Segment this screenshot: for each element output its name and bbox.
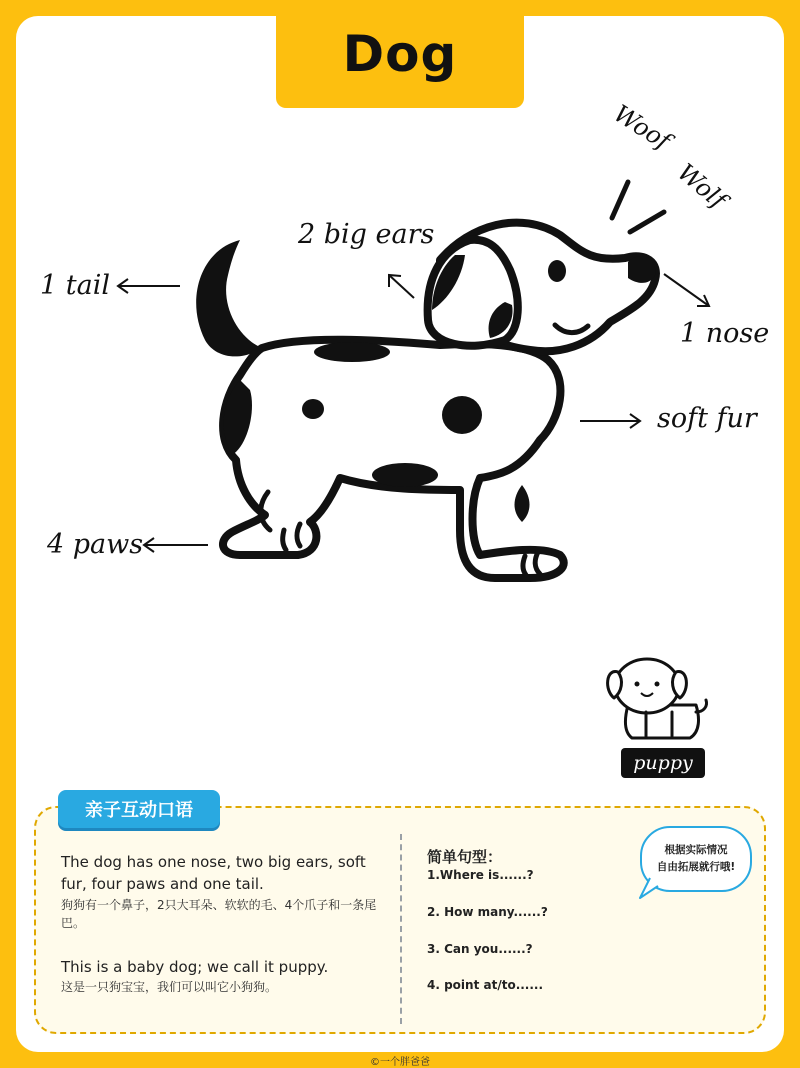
pattern-1: 1.Where is......?: [427, 868, 534, 882]
dog-body: [223, 340, 564, 578]
arrow-paws: [144, 538, 208, 552]
dog-spot-back: [314, 342, 390, 362]
dog-spot-belly: [372, 463, 438, 487]
dog-tail: [196, 240, 262, 356]
sentence-2-zh: 这是一只狗宝宝，我们可以叫它小狗狗。: [61, 980, 278, 994]
arrow-nose: [664, 274, 709, 306]
pattern-2: 2. How many......?: [427, 905, 548, 919]
bubble-tail: [636, 876, 660, 902]
arrow-ears: [389, 275, 414, 298]
dog-spot-leg: [515, 485, 530, 522]
arrow-tail: [118, 279, 180, 293]
arrow-fur: [580, 414, 640, 428]
label-tail: 1 tail: [40, 270, 110, 301]
puppy-eye-right: [655, 682, 660, 687]
bark-line-2: [630, 212, 664, 232]
label-ears: 2 big ears: [298, 219, 435, 250]
puppy-eye-left: [635, 682, 640, 687]
dog-eye: [548, 260, 566, 282]
pattern-4: 4. point at/to......: [427, 978, 544, 992]
sentence-2-en: This is a baby dog; we call it puppy.: [61, 958, 329, 976]
bubble-line-1: 根据实际情况: [664, 844, 728, 856]
bark-line-1: [612, 182, 628, 218]
label-nose: 1 nose: [680, 318, 770, 349]
puppy-label: puppy: [621, 748, 705, 778]
sentence-1-en: The dog has one nose, two big ears, soft fur, four paws and one tail.: [61, 853, 366, 893]
pattern-3: 3. Can you......?: [427, 942, 533, 956]
puppy-illustration: [608, 659, 707, 738]
sentence-1-zh: 狗狗有一个鼻子，2只大耳朵、软软的毛、4个爪子和一条尾巴。: [61, 898, 377, 930]
panel-divider: [400, 834, 402, 1024]
woof-text: Woof: [608, 99, 676, 156]
label-fur: soft fur: [657, 403, 757, 434]
dog-spot-small: [302, 399, 324, 419]
bubble-line-2: 自由拓展就行哦!: [656, 861, 736, 873]
dog-spot-side: [442, 396, 482, 434]
label-paws: 4 paws: [47, 529, 144, 560]
footer-credit: ©一个胖爸爸: [370, 1057, 430, 1068]
panel-tab: 亲子互动口语: [58, 790, 220, 828]
page-title: Dog: [342, 25, 458, 83]
wolf-text: Wolf: [672, 158, 732, 215]
patterns-title: 简单句型：: [427, 848, 503, 866]
